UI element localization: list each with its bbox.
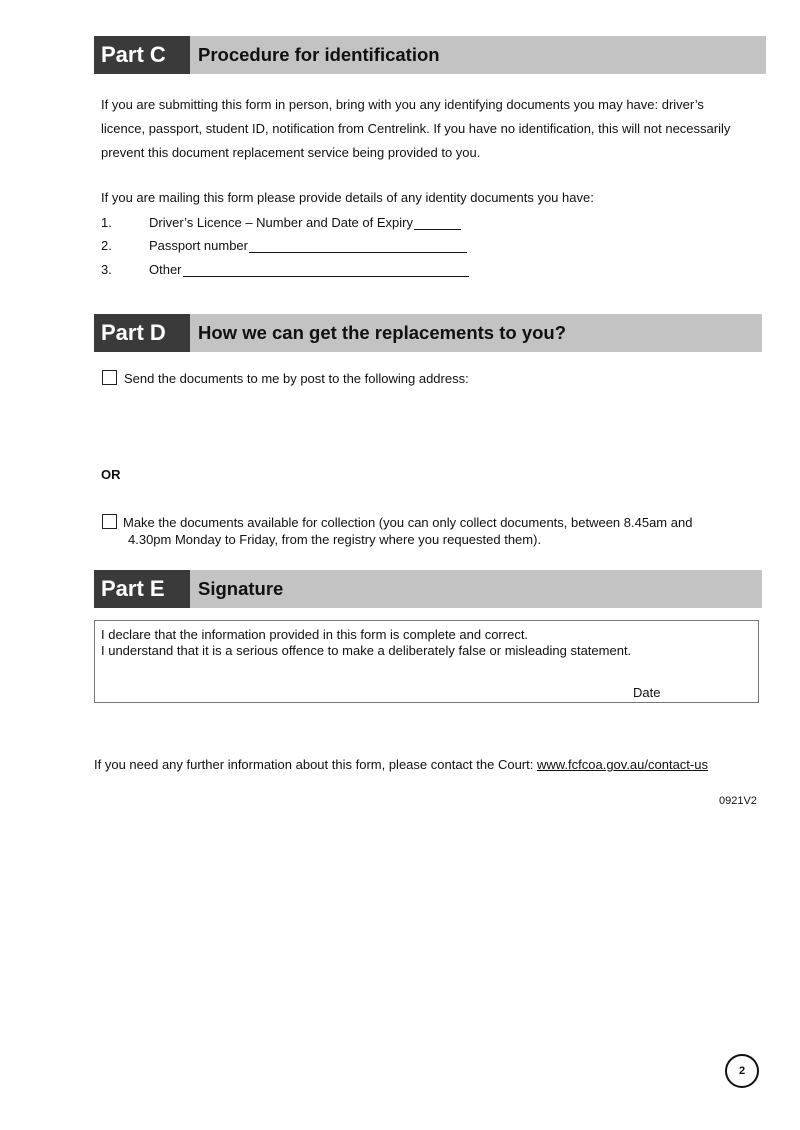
id-item-number: 2.	[101, 238, 112, 253]
part-e-title: Signature	[198, 578, 284, 599]
page-number-badge	[725, 1054, 759, 1088]
part-c-title: Procedure for identification	[198, 44, 440, 65]
id-item-drivers-licence	[101, 210, 461, 230]
collection-checkbox[interactable]	[102, 514, 117, 529]
contact-us-link[interactable]: www.fcfcoa.gov.au/contact-us	[536, 757, 708, 772]
part-c-intro-line2: licence, passport, student ID, notification from Centrelink. If you have no identification, this will not necessarily	[101, 121, 731, 136]
or-label: OR	[101, 467, 121, 482]
declaration-line1: I declare that the information provided in this form is complete and correct.	[101, 627, 529, 642]
id-item-number: 3.	[101, 262, 112, 277]
part-e-tag: Part E	[94, 570, 190, 608]
collection-option-line1: Make the documents available for collection (you can only collect documents, between 8.45am and	[123, 515, 693, 530]
id-item-other	[101, 257, 469, 277]
part-c-intro	[101, 93, 761, 165]
part-c-mailing-text: If you are mailing this form please provide details of any identity documents you have:	[101, 190, 594, 205]
declaration-line2: I understand that it is a serious offence to make a deliberately false or misleading statement.	[101, 643, 632, 658]
date-label: Date	[633, 685, 661, 700]
contact-info-text: If you need any further information about this form, please contact the Court:	[94, 757, 537, 772]
passport-number-field[interactable]	[249, 240, 467, 253]
id-item-number: 1.	[101, 215, 112, 230]
other-id-field[interactable]	[183, 264, 469, 277]
part-c-tag: Part C	[94, 36, 190, 74]
id-item-label: Other	[149, 262, 182, 277]
part-e-header	[94, 570, 762, 608]
part-d-tag: Part D	[94, 314, 190, 352]
id-item-label: Passport number	[149, 238, 248, 253]
part-c-header	[94, 36, 766, 74]
id-item-label: Driver’s Licence – Number and Date of Expiry	[149, 215, 413, 230]
part-d-header	[94, 314, 762, 352]
drivers-licence-field[interactable]	[414, 217, 461, 230]
signature-box[interactable]	[94, 620, 759, 703]
part-c-intro-line3: prevent this document replacement service being provided to you.	[101, 145, 481, 160]
id-item-passport	[101, 233, 467, 253]
collection-option-line2: 4.30pm Monday to Friday, from the registry where you requested them).	[128, 532, 542, 547]
post-checkbox[interactable]	[102, 370, 117, 385]
contact-info	[94, 757, 708, 772]
part-c-intro-line1: If you are submitting this form in person, bring with you any identifying documents you may have: driver’s	[101, 97, 704, 112]
part-d-title: How we can get the replacements to you?	[198, 322, 567, 343]
post-option-label: Send the documents to me by post to the following address:	[124, 371, 469, 386]
page-number: 2	[738, 1065, 746, 1077]
form-code: 0921V2	[719, 795, 757, 807]
